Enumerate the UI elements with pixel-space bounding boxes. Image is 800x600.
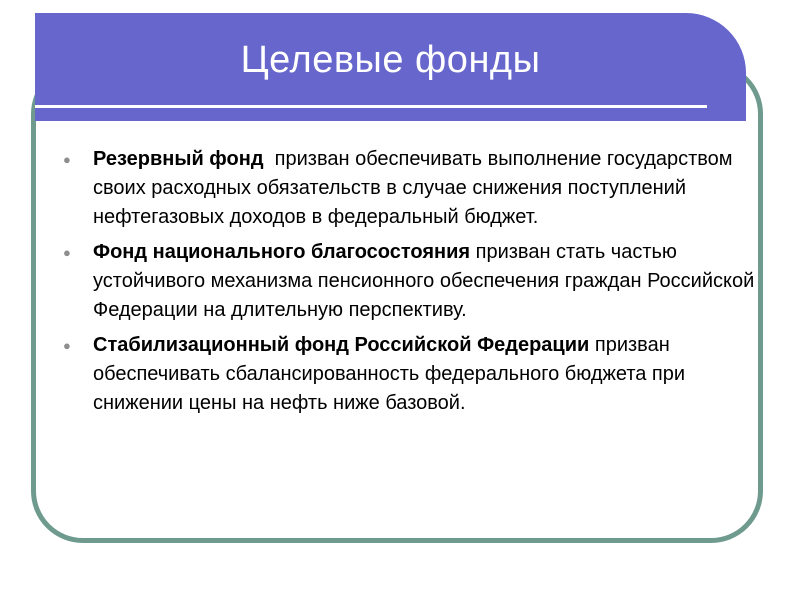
slide-title: Целевые фонды: [240, 39, 541, 81]
bullet-item-stabilization-fund: [63, 331, 763, 418]
bullet-term: Резервный фонд: [93, 148, 264, 170]
bullet-text: призван стать частью устойчивого механизма пенсионного обеспечения граждан Российской Федерации на длительную перспективу.: [93, 241, 760, 321]
title-underline: [35, 105, 707, 108]
bullet-dot-icon: ●: [63, 338, 71, 353]
bullet-term: Стабилизационный фонд Российской Федерации: [93, 334, 590, 356]
title-bar: [35, 13, 746, 121]
bullet-text: призван обеспечивать выполнение государством своих расходных обязательств в случае снижения поступлений нефтегазовых доходов в федеральный бюджет.: [93, 148, 739, 228]
bullet-dot-icon: ●: [63, 245, 71, 260]
bullet-list: [63, 145, 763, 424]
bullet-text: призван обеспечивать сбалансированность федерального бюджета при снижении цены на нефть ниже базовой.: [93, 334, 691, 414]
bullet-dot-icon: ●: [63, 152, 71, 167]
bullet-term: Фонд национального благосостояния: [93, 241, 471, 263]
bullet-item-national-wealth-fund: [63, 238, 763, 325]
bullet-item-reserve-fund: [63, 145, 763, 232]
